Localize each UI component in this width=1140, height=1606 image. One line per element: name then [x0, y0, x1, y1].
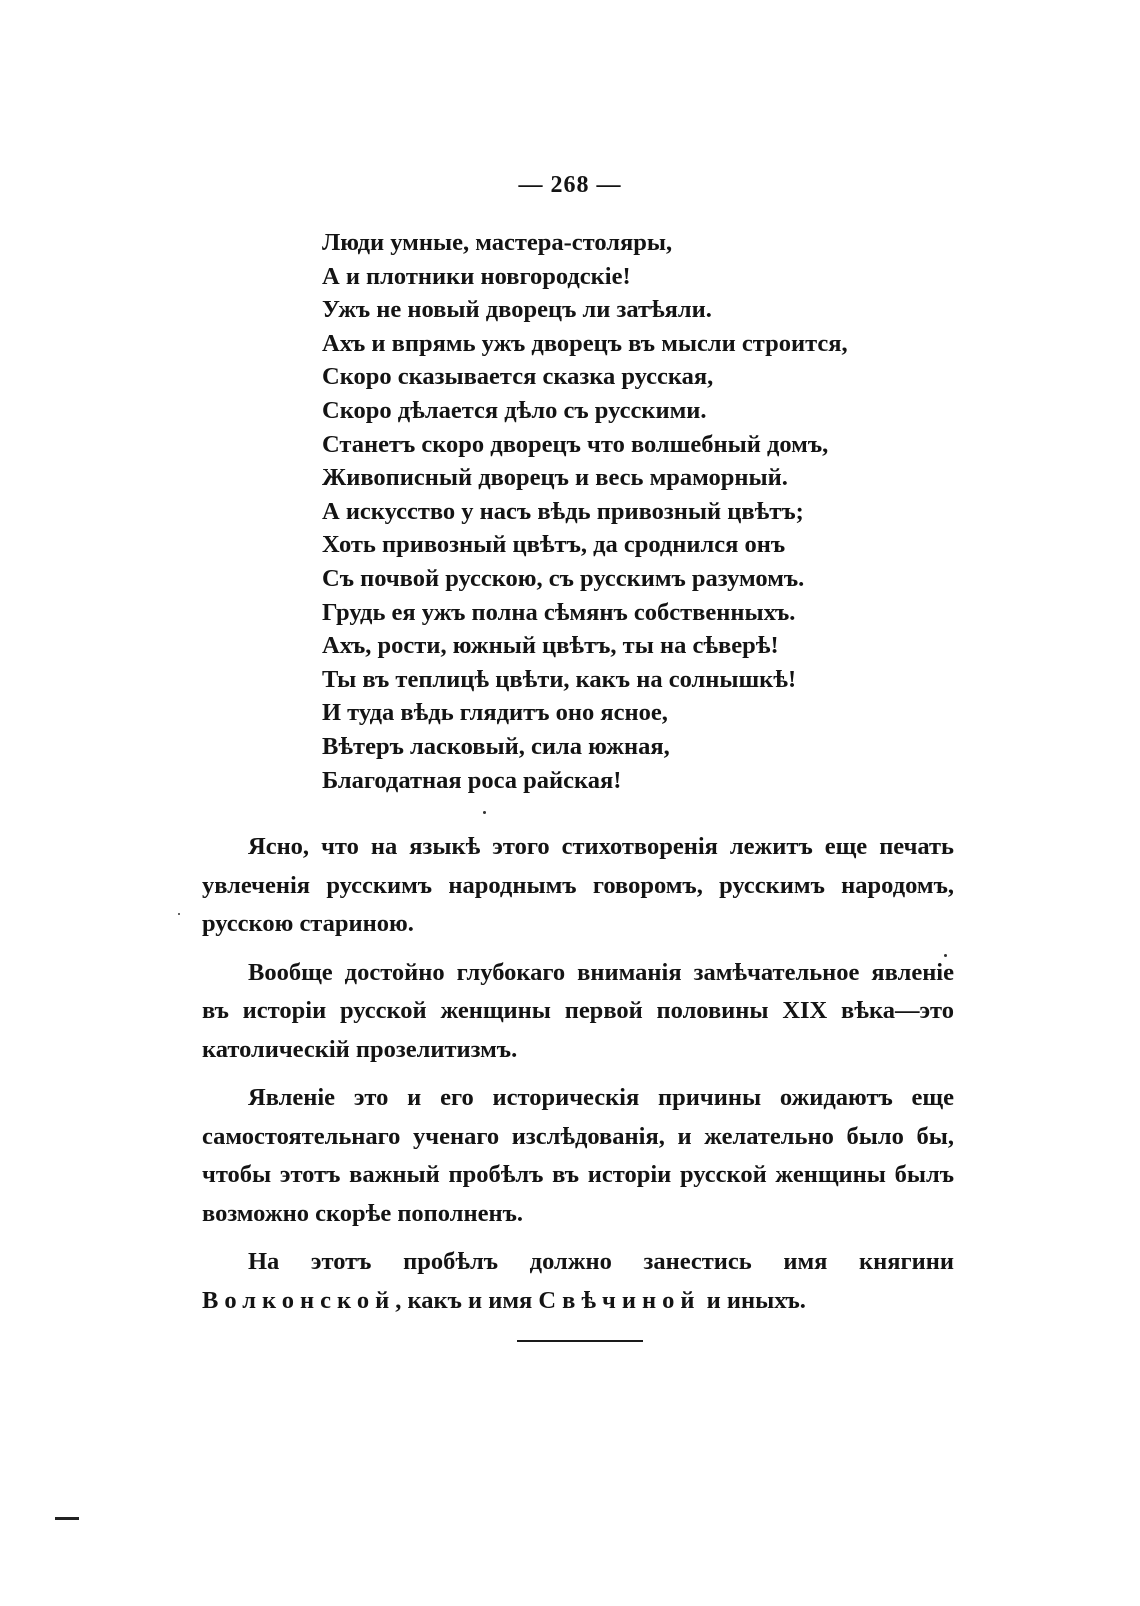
- paragraph-4-text-c: и иныхъ.: [700, 1286, 806, 1314]
- margin-scan-mark: [55, 1517, 79, 1520]
- name-svechina: Свѣчиной: [538, 1286, 701, 1314]
- poem-line: Ты въ теплицѣ цвѣти, какъ на солнышкѣ!: [322, 665, 797, 693]
- paragraph-3: Явленіе это и его историческія причины ожидаютъ еще самостоятельнаго ученаго изслѣдованія, и желательно было бы, чтобы этотъ важный пробѣлъ въ исторіи русской женщины былъ возможно скорѣе пополненъ.: [202, 1084, 954, 1227]
- poem-line: И туда вѣдь глядитъ оно ясное,: [322, 699, 668, 727]
- poem-line: Грудь ея ужъ полна сѣмянъ собственныхъ.: [322, 598, 796, 626]
- poem-line: Станетъ скоро дворецъ что волшебный домъ,: [322, 430, 829, 458]
- poem-line: Живописный дворецъ и весь мраморный.: [322, 464, 788, 492]
- poem-line: Вѣтеръ ласковый, сила южная,: [322, 732, 670, 760]
- poem-line: Скоро сказывается сказка русская,: [322, 363, 714, 391]
- poem-line: Ужъ не новый дворецъ ли затѣяли.: [322, 296, 712, 324]
- poem-line: А и плотники новгородскіе!: [322, 262, 631, 290]
- scan-speck: [178, 913, 180, 915]
- paragraph-4-text-a: На этотъ пробѣлъ должно занестись имя княгини: [248, 1248, 954, 1275]
- poem-line: Ахъ и впрямь ужъ дворецъ въ мысли строится,: [322, 329, 848, 357]
- paragraph-2: Вообще достойно глубокаго вниманія замѣчательное явленіе въ исторіи русской женщины первой половины XIX вѣка—это католическій прозелитизмъ.: [202, 958, 954, 1063]
- scan-speck: [944, 954, 947, 957]
- page-number: — 268 —: [518, 172, 622, 198]
- poem-line: Ахъ, рости, южный цвѣтъ, ты на сѣверѣ!: [322, 632, 779, 660]
- poem-block: [322, 226, 982, 797]
- paragraph-1: Ясно, что на языкѣ этого стихотворенія лежитъ еще печать увлеченія русскимъ народнымъ говоромъ, русскимъ народомъ, русскою стариною.: [202, 833, 954, 937]
- poem-line: Скоро дѣлается дѣло съ русскими.: [322, 396, 707, 424]
- prose-block: [202, 828, 954, 1330]
- poem-line: Хоть привозный цвѣтъ, да сроднился онъ: [322, 531, 786, 559]
- poem-line: А искусство у насъ вѣдь привозный цвѣтъ;: [322, 497, 804, 525]
- name-volkonskaya: Волконской: [202, 1286, 396, 1314]
- poem-line: Люди умные, мастера-столяры,: [322, 229, 673, 256]
- paragraph-4: [202, 1243, 954, 1320]
- poem-line: Съ почвой русскою, съ русскимъ разумомъ.: [322, 564, 805, 592]
- paragraph-4-text-b: , какъ и имя: [395, 1286, 539, 1314]
- scan-speck: [483, 811, 486, 814]
- section-end-rule: [517, 1340, 643, 1342]
- poem-line: Благодатная роса райская!: [322, 766, 622, 794]
